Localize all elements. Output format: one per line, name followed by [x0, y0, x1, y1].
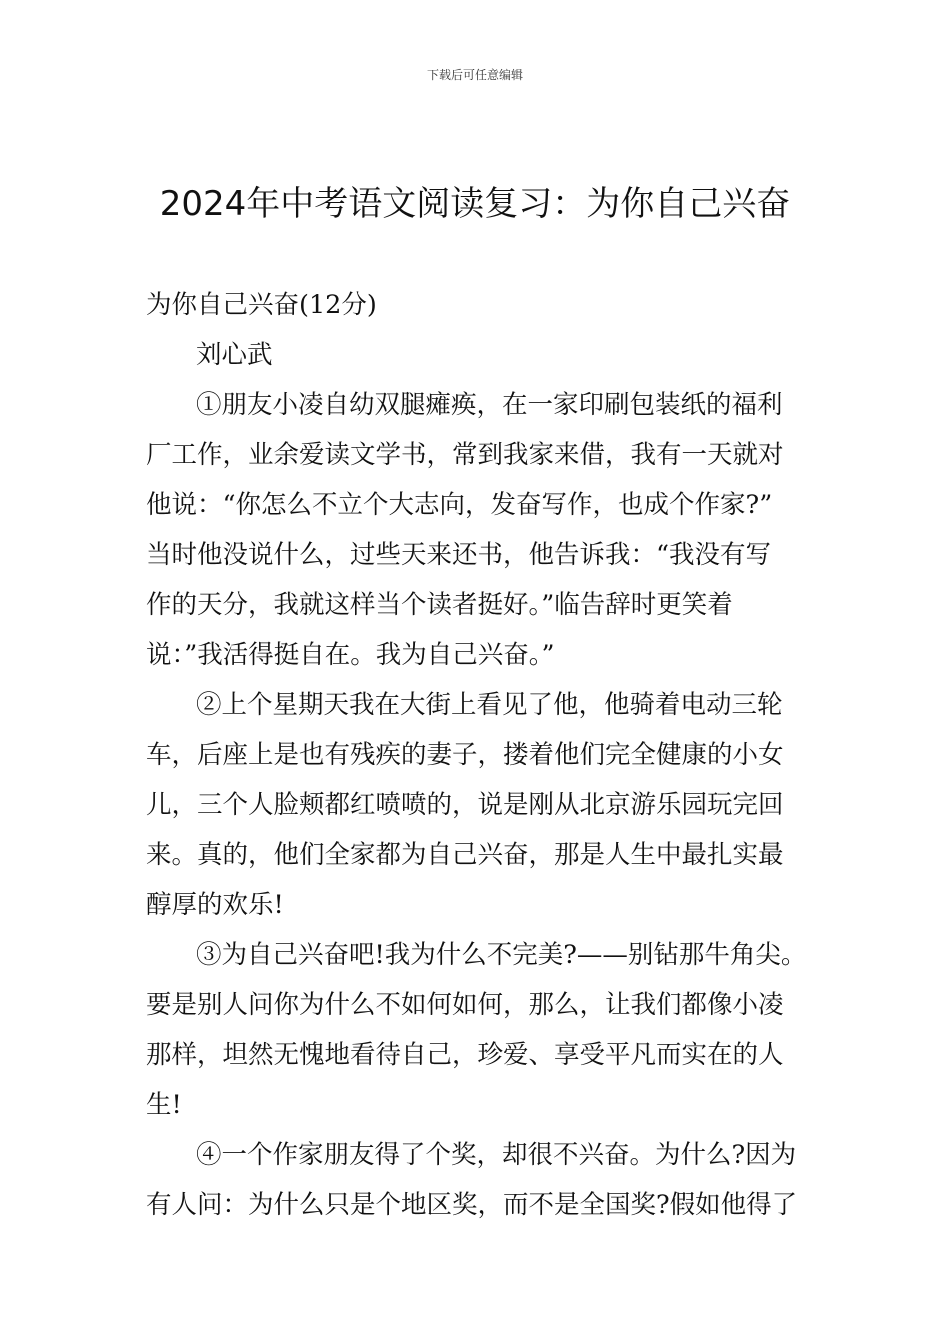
- paragraph-line: 说：”我活得挺自在。我为自己兴奋。”: [146, 640, 555, 670]
- document-title: 2024年中考语文阅读复习：为你自己兴奋: [159, 184, 791, 224]
- paragraph-2: [146, 680, 814, 930]
- paragraph-4: [146, 1130, 814, 1230]
- paragraph-line: ③为自己兴奋吧!我为什么不完美?——别钻那牛角尖。: [196, 940, 807, 970]
- article-body: [146, 280, 814, 1230]
- paragraph-line: ④一个作家朋友得了个奖，却很不兴奋。为什么?因为: [196, 1140, 797, 1170]
- paragraph-line: 儿，三个人脸颊都红喷喷的，说是刚从北京游乐园玩完回: [146, 790, 784, 820]
- paragraph-line: 他说：“你怎么不立个大志向，发奋写作，也成个作家?”: [146, 490, 773, 520]
- paragraph-line: 醇厚的欢乐!: [146, 890, 284, 920]
- paragraph-line: 有人问：为什么只是个地区奖，而不是全国奖?假如他得了: [146, 1190, 798, 1220]
- paragraph-line: 作的天分，我就这样当个读者挺好。”临告辞时更笑着: [146, 590, 733, 620]
- article-subtitle: 为你自己兴奋(12分): [146, 290, 377, 320]
- paragraph-line: 当时他没说什么，过些天来还书，他告诉我：“我没有写: [146, 540, 772, 570]
- paragraph-line: 来。真的，他们全家都为自己兴奋，那是人生中最扎实最: [146, 840, 784, 870]
- paragraph-3: [146, 930, 814, 1130]
- page-header: 下载后可任意编辑: [426, 68, 523, 82]
- article-author: 刘心武: [196, 340, 273, 370]
- paragraph-line: 车，后座上是也有残疾的妻子，搂着他们完全健康的小女: [146, 740, 784, 770]
- paragraph-1: [146, 380, 814, 680]
- paragraph-line: 厂工作，业余爱读文学书，常到我家来借，我有一天就对: [146, 440, 784, 470]
- paragraph-line: 生!: [146, 1090, 182, 1120]
- paragraph-line: ②上个星期天我在大街上看见了他，他骑着电动三轮: [196, 690, 783, 720]
- paragraph-line: 要是别人问你为什么不如何如何，那么，让我们都像小凌: [146, 990, 784, 1020]
- paragraph-line: ①朋友小凌自幼双腿瘫痪，在一家印刷包装纸的福利: [196, 390, 783, 420]
- paragraph-line: 那样，坦然无愧地看待自己，珍爱、享受平凡而实在的人: [146, 1040, 784, 1070]
